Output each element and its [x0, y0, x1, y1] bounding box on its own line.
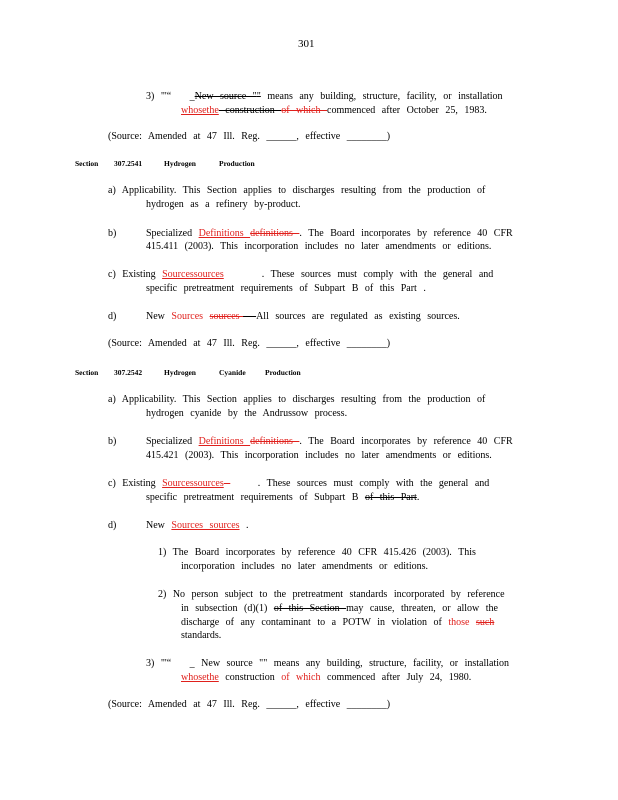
- deletion-sources: sources: [209, 311, 247, 322]
- section-number: 307.2542: [114, 368, 143, 377]
- comply-text: . These sources must comply with the general and: [257, 478, 490, 489]
- item-3-mark: _: [189, 91, 195, 102]
- subsection-c-line-2: specific pretreatment requirements of Subpart B of this Part .: [146, 283, 426, 294]
- item-d2-line-3: [181, 617, 494, 629]
- subsection-b-label: b): [108, 436, 117, 447]
- subsection-d-label: d): [108, 311, 117, 322]
- period-text: .: [239, 520, 249, 531]
- commenced-text: commenced after October 25, 1983.: [327, 105, 487, 116]
- violation-text: discharge of any contaminant to a POTW in violation of: [181, 617, 449, 628]
- subsection-a-line-2: hydrogen cyanide by the Andrussow process.: [146, 408, 348, 419]
- item-d3-label: 3) "'“: [146, 658, 172, 669]
- subsection-d-label: d): [108, 520, 117, 531]
- insertion-those: those: [448, 617, 476, 628]
- section-number: 307.2541: [114, 159, 143, 168]
- regulated-text: All sources are regulated as existing sources.: [256, 311, 460, 322]
- subsection-c-line-1: [108, 478, 489, 490]
- specialized-text: Specialized: [146, 228, 199, 239]
- deletion-of-this-section: of this Section: [273, 603, 347, 614]
- comply-text: . These sources must comply with the general and: [261, 269, 494, 280]
- page-number: 301: [298, 38, 315, 50]
- insertion-whose: whosethe: [181, 672, 219, 683]
- incorporates-text: . The Board incorporates by reference 40 CFR: [299, 436, 513, 447]
- threaten-text: may cause, threaten, or allow the: [346, 603, 498, 614]
- section-label: Section: [75, 368, 99, 377]
- subsection-a-line-1: a) Applicability. This Section applies to discharges resulting from the production of: [108, 185, 486, 196]
- insertion-sources: Sources sources: [171, 520, 240, 531]
- deletion-definitions: definitions: [250, 436, 300, 447]
- insertion-sources: Sourcessources: [162, 269, 224, 280]
- insertion-definitions: Definitions: [198, 228, 251, 239]
- deletion-definitions: definitions: [250, 228, 300, 239]
- specialized-text: Specialized: [146, 436, 199, 447]
- source-note-3: (Source: Amended at 47 Ill. Reg. ______, effective ________): [108, 699, 391, 710]
- subsection-a-line-1: a) Applicability. This Section applies to discharges resulting from the production of: [108, 394, 486, 405]
- section-title-word: Production: [265, 368, 301, 377]
- deletion-of-this-part: of this Part: [364, 492, 417, 503]
- item-3-line-1: [146, 91, 503, 103]
- item-d2-line-2: [181, 603, 498, 615]
- item-3-line-2: [181, 105, 487, 117]
- existing-text: c) Existing: [108, 269, 163, 280]
- commenced-text: commenced after July 24, 1980.: [327, 672, 472, 683]
- deletion-of-which: of which: [281, 105, 327, 116]
- new-text: New: [146, 520, 172, 531]
- insertion-sources: Sourcessources: [162, 478, 224, 489]
- source-note-2: (Source: Amended at 47 Ill. Reg. ______, effective ________): [108, 338, 391, 349]
- section-title-word: Hydrogen: [164, 159, 196, 168]
- subsection-b-line-2: 415.411 (2003). This incorporation includes no later amendments or editions.: [146, 241, 492, 252]
- section-label: Section: [75, 159, 99, 168]
- item-3-text-a: New source ": [194, 91, 257, 102]
- requirements-text: specific pretreatment requirements of Subpart B: [146, 492, 365, 503]
- new-text: New: [146, 311, 172, 322]
- item-d2-line-4: standards.: [181, 630, 222, 641]
- section-title-word: Cyanide: [219, 368, 246, 377]
- insertion-sources: Sources: [171, 311, 210, 322]
- section-title-word: Hydrogen: [164, 368, 196, 377]
- item-3-label: 3) "'“: [146, 91, 172, 102]
- item-d2-line-1: 2) No person subject to the pretreatment standards incorporated by reference: [158, 589, 505, 600]
- item-d3-text: _ New source "" means any building, structure, facility, or installation: [189, 658, 510, 669]
- construction-text: construction: [218, 105, 282, 116]
- incorporates-text: . The Board incorporates by reference 40 CFR: [299, 228, 513, 239]
- insertion-of-which: of which: [281, 672, 327, 683]
- item-3-text-b: ": [256, 91, 261, 102]
- item-d1-line-1: 1) The Board incorporates by reference 40 CFR 415.426 (2003). This: [158, 547, 476, 558]
- construction-text: construction: [218, 672, 282, 683]
- item-d1-line-2: incorporation includes no later amendments or editions.: [181, 561, 428, 572]
- source-note-1: (Source: Amended at 47 Ill. Reg. ______, effective ________): [108, 131, 391, 142]
- subsection-ref-text: in subsection (d)(1): [181, 603, 274, 614]
- subsection-d-line: [146, 311, 460, 323]
- subsection-b-label: b): [108, 228, 117, 239]
- subsection-a-line-2: hydrogen as a refinery by-product.: [146, 199, 301, 210]
- subsection-b-line-1: [146, 228, 513, 240]
- item-3-text-c: means any building, structure, facility, or installation: [260, 91, 503, 102]
- item-d3-line-1: [146, 658, 509, 670]
- insertion-whose: whosethe: [181, 105, 219, 116]
- subsection-d-line: [146, 520, 249, 532]
- item-d3-line-2: [181, 672, 471, 684]
- subsection-b-line-1: [146, 436, 513, 448]
- period-text: .: [416, 492, 420, 503]
- insertion-definitions: Definitions: [198, 436, 251, 447]
- section-title-word: Production: [219, 159, 255, 168]
- subsection-b-line-2: 415.421 (2003). This incorporation includes no later amendments or editions.: [146, 450, 492, 461]
- deletion-such: such: [475, 617, 495, 628]
- subsection-c-line-2: [146, 492, 419, 504]
- existing-text: c) Existing: [108, 478, 163, 489]
- subsection-c-line-1: [108, 269, 493, 281]
